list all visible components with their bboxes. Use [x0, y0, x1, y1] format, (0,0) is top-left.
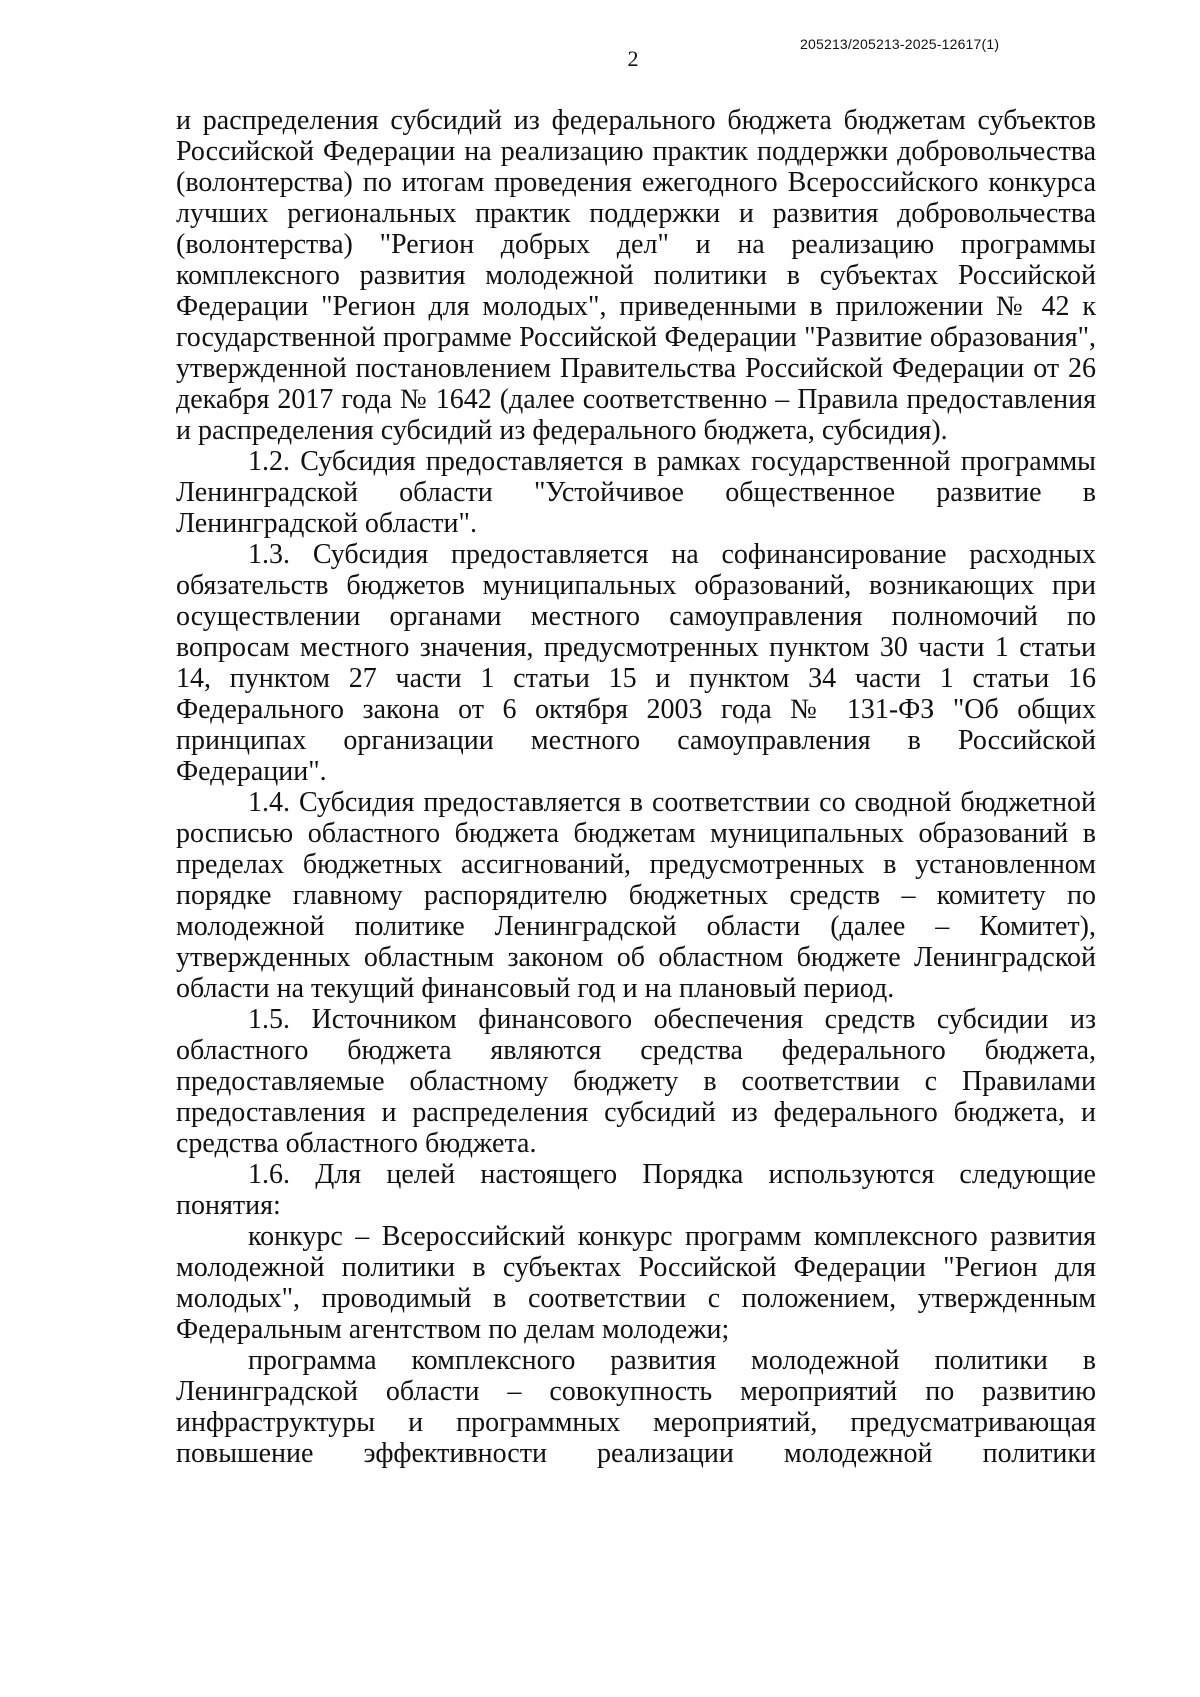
document-registration-number: 205213/205213-2025-12617(1): [800, 36, 1000, 52]
paragraph-1-2: 1.2. Субсидия предоставляется в рамках государственной программы Ленинградской области "Устойчивое общественное развитие в Ленинградской области".: [176, 446, 1096, 539]
paragraph-1-6: 1.6. Для целей настоящего Порядка используются следующие понятия:: [176, 1159, 1096, 1221]
paragraph-1-4: 1.4. Субсидия предоставляется в соответствии со сводной бюджетной росписью областного бюджета бюджетам муниципальных образований в пределах бюджетных ассигнований, предусмотренных в установленном порядке главному распорядителю бюджетных средств – комитету по молодежной политике Ленинградской области (далее – Комитет), утвержденных областным законом об областном бюджете Ленинградской области на текущий финансовый год и на плановый период.: [176, 787, 1096, 1004]
paragraph-1-1-continuation: и распределения субсидий из федерального бюджета бюджетам субъектов Российской Федерации на реализацию практик поддержки добровольчества (волонтерства) по итогам проведения ежегодного Всероссийского конкурса лучших региональных практик поддержки и развития добровольчества (волонтерства) "Регион добрых дел" и на реализацию программы комплексного развития молодежной политики в субъектах Российской Федерации "Регион для молодых", приведенными в приложении № 42 к государственной программе Российской Федерации "Развитие образования", утвержденной постановлением Правительства Российской Федерации от 26 декабря 2017 года № 1642 (далее соответственно – Правила предоставления и распределения субсидий из федерального бюджета, субсидия).: [176, 105, 1096, 446]
document-body: [176, 105, 1096, 1469]
page-number: 2: [627, 46, 639, 71]
definition-contest: конкурс – Всероссийский конкурс программ комплексного развития молодежной политики в субъектах Российской Федерации "Регион для молодых", проводимый в соответствии с положением, утвержденным Федеральным агентством по делам молодежи;: [176, 1221, 1096, 1345]
paragraph-1-3: 1.3. Субсидия предоставляется на софинансирование расходных обязательств бюджетов муниципальных образований, возникающих при осуществлении органами местного самоуправления полномочий по вопросам местного значения, предусмотренных пунктом 30 части 1 статьи 14, пунктом 27 части 1 статьи 15 и пунктом 34 части 1 статьи 16 Федерального закона от 6 октября 2003 года № 131-ФЗ "Об общих принципах организации местного самоуправления в Российской Федерации".: [176, 539, 1096, 787]
definition-program: программа комплексного развития молодежной политики в Ленинградской области – совокупность мероприятий по развитию инфраструктуры и программных мероприятий, предусматривающая повышение эффективности реализации молодежной политики: [176, 1345, 1096, 1469]
paragraph-1-5: 1.5. Источником финансового обеспечения средств субсидии из областного бюджета являются средства федерального бюджета, предоставляемые областному бюджету в соответствии с Правилами предоставления и распределения субсидий из федерального бюджета, и средства областного бюджета.: [176, 1004, 1096, 1159]
